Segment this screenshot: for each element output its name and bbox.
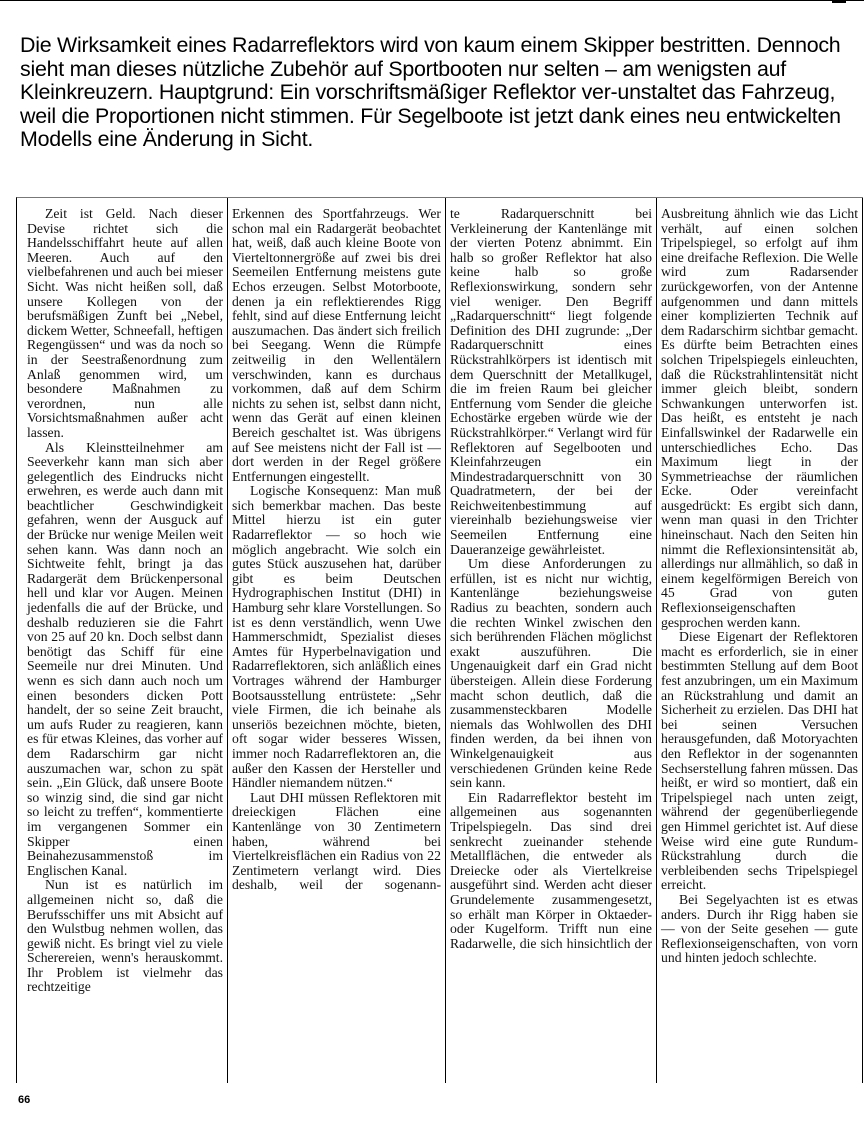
paragraph: Ausbreitung ähnlich wie das Licht verhält, auf einen solchen Tripelspiegel, so erfolgt auf ihm eine dreifache Reflexion. Die Welle wird zum Radarsender zurückgeworfen, von der Antenne aufgenommen und dann mittels einer komplizierten Technik auf dem Radarschirm sichtbar gemacht. Es dürfte beim Betrachten eines solchen Tripelspiegels einleuchten, daß die Rückstrahlintensität nicht immer gleich bleibt, sondern Schwankungen unterworfen ist. Das heißt, es entsteht je nach Einfallswinkel der Radarwelle ein unterschiedliches Echo. Das Maximum liegt in der Symmetrieachse der räumlichen Ecke. Oder vereinfacht ausgedrückt: Es ergibt sich dann, wenn man quasi in den Trichter hineinschaut. Nach den Seiten hin nimmt die Reflexionsintensität ab, allerdings nur allmählich, so daß in einem kegelförmigen Bereich von 45 Grad von guten Reflexionseigenschaften gesprochen werden kann. [661,206,858,630]
paragraph: te Radarquerschnitt bei Verkleinerung der Kantenlänge mit der vierten Potenz abnimmt. Ein halb so großer Reflektor hat also keine halb so große Reflexionswirkung, sondern sehr viel weniger. Den Begriff „Radarquerschnitt“ liegt folgende Definition des DHI zugrunde: „Der Radarquerschnitt eines Rückstrahlkörpers ist identisch mit dem Querschnitt der Metallkugel, die im freien Raum bei gleicher Entfernung vom Sender die gleiche Echostärke ergeben würde wie der Rückstrahlkörper.“ Verlangt wird für Reflektoren auf Segelbooten und Kleinfahrzeugen ein Mindestradarquerschnitt von 30 Quadratmetern, der bei der Reichweitenbestimmung auf viereinhalb beziehungsweise vier Seemeilen Entfernung eine Daueranzeige gewährleistet. [450,206,652,557]
paragraph: Nun ist es natürlich im allgemeinen nicht so, daß die Berufsschiffer uns mit Absicht auf den Wulstbug nehmen wollen, das gewiß nicht. Es bringt viel zu viele Scherereien, wenn's herauskommt. Ihr Problem ist vielmehr das rechtzeitige [27,877,223,995]
top-rule-mark [832,0,846,3]
paragraph: Um diese Anforderungen zu erfüllen, ist es nicht nur wichtig, Kantenlänge beziehungsweise Radius zu beachten, sondern auch die rechten Winkel zwischen den sich berührenden Flächen möglichst exakt auszuführen. Die Ungenauigkeit darf ein Grad nicht übersteigen. Allein diese Forderung macht schon deutlich, daß die zusammensteckbaren Modelle niemals das Wohlwollen des DHI finden werden, da bei ihnen von Winkelgenauigkeit aus verschiedenen Gründen keine Rede sein kann. [450,556,652,791]
page-number: 66 [18,1094,31,1106]
paragraph: Zeit ist Geld. Nach dieser Devise richtet sich die Handelsschiffahrt heute auf allen Meeren. Auch auf den vielbefahrenen und auch bei mieser Sicht. Was nicht heißen soll, daß unsere Kollegen von der berufsmäßigen Zunft bei „Nebel, dickem Wetter, Schneefall, heftigen Regengüssen“ und was da noch so in der Seestraßenordnung zum Anlaß genommen wird, um besondere Maßnahmen zu verordnen, nun alle Vorsichtsmaßnahmen außer acht lassen. [27,206,223,440]
paragraph: Ein Radarreflektor besteht im allgemeinen aus sogenannten Tripelspiegeln. Das sind drei senkrecht zueinander stehende Metallflächen, die entweder als Dreiecke oder als Viertelkreise ausgeführt sind. Werden acht dieser Grundelemente zusammengesetzt, so erhält man Körper in Oktaeder- oder Kugelform. Trifft nun eine Radarwelle, die sich hinsichtlich der [450,789,652,951]
text-column-2 [228,198,446,1083]
paragraph: Diese Eigenart der Reflektoren macht es erforderlich, sie in einer bestimmten Stellung auf dem Boot fest anzubringen, um ein Maximum an Rückstrahlung und damit an Sicherheit zu erzielen. Das DHI hat bei seinen Versuchen herausgefunden, daß Motoryachten den Reflektor in der sogenannten Sechserstellung fahren müssen. Das heißt, er wird so montiert, daß ein Tripelspiegel nach unten zeigt, während der gegenüberliegende gen Himmel gerichtet ist. Auf diese Weise wird eine gute Rundum-Rückstrahlung durch die verbleibenden sechs Tripelspiegel erreicht. [661,629,858,893]
paragraph: Bei Segelyachten ist es etwas anders. Durch ihr Rigg haben sie — von der Seite gesehen — gute Reflexionseigenschaften, von vorn und hinten jedoch schlechte. [661,891,858,966]
paragraph: Als Kleinstteilnehmer am Seeverkehr kann man sich aber gelegentlich des Eindrucks nicht erwehren, es werde auch dann mit beachtlicher Geschwindigkeit gefahren, wenn der Ausguck auf der Brücke nur wenige Meilen weit sehen kann. Was dann noch an Sichtweite fehlt, bringt ja das Radargerät dem Brückenpersonal hell und klar vor Augen. Meinen jedenfalls die auf der Brücke, und deshalb reduzieren sie die Fahrt von 25 auf 20 kn. Doch selbst dann benötigt das Schiff für eine Seemeile nur drei Minuten. Und wenn es sich dann auch noch um einen besonders dicken Pott handelt, der so seine Zeit braucht, um aufs Ruder zu reagieren, kann es für etwas Kleines, das vorher auf dem Radarschirm gar nicht auszumachen war, schon zu spät sein. „Ein Glück, daß unsere Boote so winzig sind, die sind gar nicht so leicht zu treffen“, kommentierte im vergangenen Sommer ein Skipper einen Beinahezusammenstoß im Englischen Kanal. [27,439,223,878]
paragraph: Logische Konsequenz: Man muß sich bemerkbar machen. Das beste Mittel hierzu ist ein guter Radarreflektor — so hoch wie möglich angebracht. Wie solch ein gutes Stück auszusehen hat, darüber gibt es beim Deutschen Hydrographischen Institut (DHI) in Hamburg sehr klare Vorstellungen. So ist es denn verständlich, wenn Uwe Hammerschmidt, Spezialist dieses Amtes für Hyperbelnavigation und Radarreflektoren, sich anläßlich eines Vortrages während der Hamburger Bootsausstellung entrüstete: „Sehr viele Firmen, die ich beinahe als unseriös bezeichnen möchte, bieten, oft sogar wider besseres Wissen, immer noch Radarreflektoren an, die außer den Kassen der Hersteller und Händler niemandem nützen.“ [232,483,441,791]
top-rule [0,0,864,1]
paragraph: Laut DHI müssen Reflektoren mit dreieckigen Flächen eine Kantenlänge von 30 Zentimetern haben, während bei Viertelkreisflächen ein Radius von 22 Zentimetern verlangt wird. Dies deshalb, weil der sogenann- [232,789,441,893]
text-column-3 [446,198,657,1083]
text-column-4 [657,198,863,1083]
article-body [16,197,863,1083]
article-intro: Die Wirksamkeit eines Radarreflektors wird von kaum einem Skipper bestritten. Dennoch sieht man dieses nützliche Zubehör auf Sportbooten nur selten – am wenigsten auf Kleinkreuzern. Hauptgrund: Ein vorschriftsmäßiger Reflektor ver-unstaltet das Fahrzeug, weil die Proportionen nicht stimmen. Für Segelboote ist jetzt dank eines neu entwickelten Modells eine Änderung in Sicht. [20,33,841,151]
text-column-1 [17,198,228,1083]
paragraph: Erkennen des Sportfahrzeugs. Wer schon mal ein Radargerät beobachtet hat, weiß, daß auch kleine Boote von Vierteltonnergröße auf zwei bis drei Seemeilen Entfernung meistens gute Echos erzeugen. Selbst Motorboote, denen ja ein reflektierendes Rigg fehlt, sind auf diese Entfernung leicht auszumachen. Das ändert sich freilich bei Seegang. Wenn die Rümpfe zeitweilig in den Wellentälern verschwinden, kann es durchaus vorkommen, daß auf dem Schirm nichts zu sehen ist, selbst dann nicht, wenn das Gerät auf einen kleinen Bereich geschaltet ist. Was übrigens auf See meistens nicht der Fall ist — dort werden in der Regel größere Entfernungen eingestellt. [232,206,441,484]
